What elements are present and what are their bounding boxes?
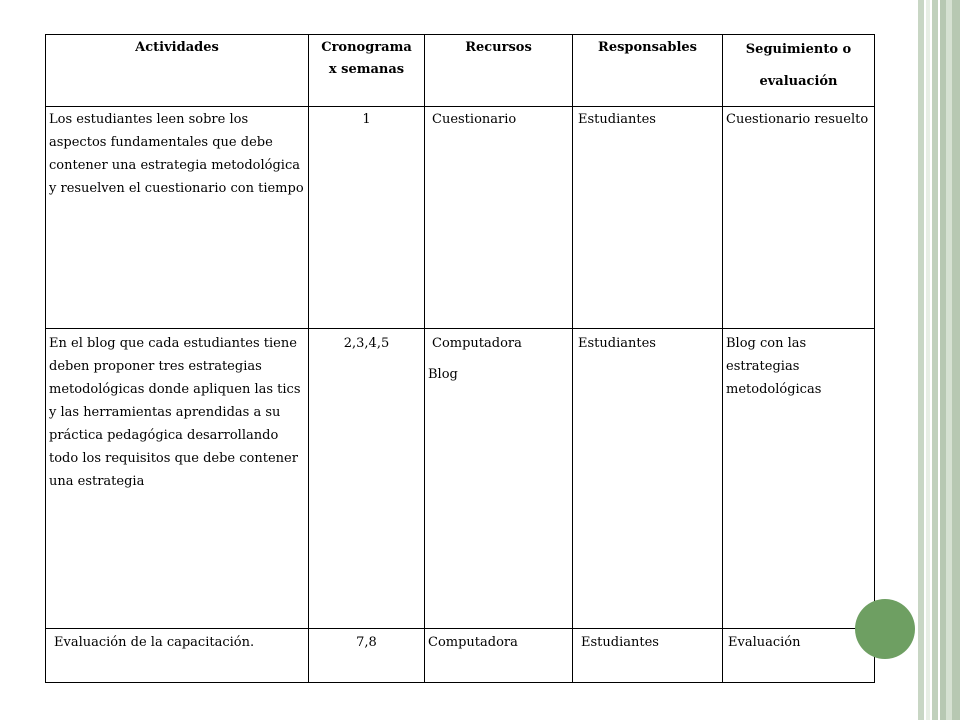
- header-cronograma: Cronograma x semanas: [309, 35, 425, 107]
- cell-seguimiento: Cuestionario resuelto: [723, 107, 875, 329]
- cell-actividad: Los estudiantes leen sobre los aspectos fundamentales que debe contener una estrategia metodológica y resuelven el cuestionario con tiempo: [46, 107, 309, 329]
- cell-recursos: Computadora: [425, 629, 573, 683]
- table-row: [46, 629, 875, 683]
- header-seguimiento: Seguimiento o evaluación: [723, 35, 875, 107]
- activities-table: [45, 34, 875, 683]
- cell-actividad: Evaluación de la capacitación.: [46, 629, 309, 683]
- decor-stripe: [926, 0, 930, 720]
- header-recursos: Recursos: [425, 35, 573, 107]
- cell-semanas: 7,8: [309, 629, 425, 683]
- cell-recursos: Cuestionario: [425, 107, 573, 329]
- cell-seguimiento: Evaluación: [723, 629, 875, 683]
- decor-stripe: [932, 0, 938, 720]
- decor-stripe: [946, 0, 952, 720]
- decorative-circle: [855, 599, 915, 659]
- table-header-row: [46, 35, 875, 107]
- cell-recursos: Computadora Blog: [425, 329, 573, 629]
- cell-actividad: En el blog que cada estudiantes tiene deben proponer tres estrategias metodológicas donde apliquen las tics y las herramientas aprendidas a su práctica pedagógica desarrollando todo los requisitos que debe contener una estrategia: [46, 329, 309, 629]
- table-row: [46, 107, 875, 329]
- decor-stripe: [918, 0, 924, 720]
- cell-responsables: Estudiantes: [573, 329, 723, 629]
- header-actividades: Actividades: [46, 35, 309, 107]
- cell-seguimiento: Blog con las estrategias metodológicas: [723, 329, 875, 629]
- cell-semanas: 2,3,4,5: [309, 329, 425, 629]
- cell-responsables: Estudiantes: [573, 107, 723, 329]
- header-responsables: Responsables: [573, 35, 723, 107]
- cell-responsables: Estudiantes: [573, 629, 723, 683]
- cell-semanas: 1: [309, 107, 425, 329]
- table-row: [46, 329, 875, 629]
